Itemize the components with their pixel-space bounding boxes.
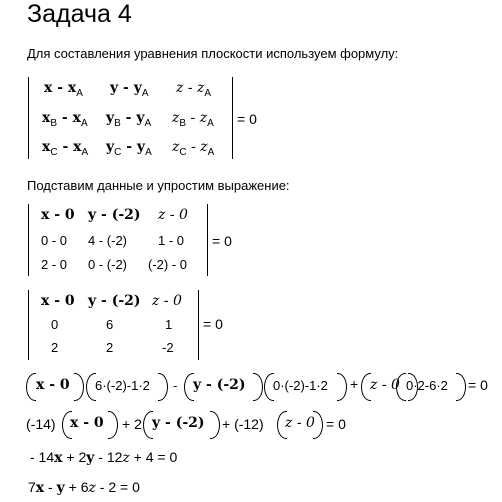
line4: 7x - y + 6z - 2 = 0	[28, 479, 140, 496]
det1-r3c2: $y_C - y_A$	[106, 139, 152, 158]
det2-r3c2: 0 - (-2)	[88, 257, 127, 272]
line2-c1: (-14)	[26, 416, 56, 432]
det2-r1c3: z - 0	[158, 207, 188, 223]
line3: - 14x + 2y - 12z + 4 = 0	[30, 449, 178, 466]
exp-equals: = 0	[468, 377, 488, 393]
line2-b: y - (-2)	[152, 415, 205, 431]
det2-r2c3: 1 - 0	[158, 233, 185, 248]
line2-c: z - 0	[285, 415, 315, 431]
paren-right	[210, 411, 220, 439]
det3-r3c1: 2	[51, 340, 59, 355]
det1-r1c2: y - $y_A$	[110, 80, 149, 99]
det1-r3c1: $x_C - x_A$	[42, 139, 89, 158]
substitute-text: Подставим данные и упростим выражение:	[27, 178, 290, 193]
exp-minus: -	[173, 378, 178, 393]
exp-a: x - 0	[36, 377, 70, 393]
det2-r2c2: 4 - (-2)	[88, 233, 127, 248]
paren-right	[253, 373, 263, 401]
det3-equals: = 0	[203, 316, 223, 332]
det2-r2c1: 0 - 0	[41, 233, 68, 248]
paren-right	[313, 411, 323, 439]
exp-c: y - (-2)	[193, 377, 246, 393]
det1-left-bar	[28, 77, 29, 159]
line2-c2: + 2	[122, 416, 142, 432]
paren-right	[158, 373, 168, 401]
line2-a: x - 0	[70, 415, 104, 431]
exp-d: 0·(-2)-1·2	[273, 378, 328, 393]
det3-r2c1: 0	[51, 317, 59, 332]
det1-right-bar	[232, 77, 233, 159]
det2-r1c2: y - (-2)	[88, 207, 141, 223]
det3-r1c1: x - 0	[41, 293, 75, 309]
paren-right	[456, 373, 466, 401]
det2-left-bar	[28, 204, 29, 276]
det2-equals: = 0	[212, 233, 232, 249]
paren-left	[26, 373, 36, 401]
det2-r1c1: x - 0	[41, 207, 75, 223]
paren-right	[74, 373, 84, 401]
exp-plus: +	[350, 376, 359, 392]
paren-right	[108, 411, 118, 439]
det3-r1c2: y - (-2)	[88, 293, 141, 309]
paren-left	[396, 373, 406, 401]
det2-right-bar	[207, 204, 208, 276]
det1-r1c1: x - $x_A$	[44, 80, 83, 99]
det3-r3c2: 2	[106, 340, 114, 355]
det1-r2c1: $x_B - x_A$	[42, 110, 88, 129]
det1-r2c2: $y_B - y_A$	[106, 110, 152, 129]
exp-b: 6·(-2)-1·2	[95, 378, 150, 393]
paren-right	[337, 373, 347, 401]
exp-e: z - 0	[370, 377, 400, 393]
det3-r1c3: z - 0	[152, 293, 182, 309]
intro-text: Для составления уравнения плоскости используем формулу:	[27, 46, 399, 61]
det3-r3c3: -2	[162, 340, 174, 355]
exp-f: 0·2-6·2	[406, 378, 448, 393]
line2-c3: + (-12)	[222, 416, 264, 432]
det3-r2c2: 6	[106, 317, 114, 332]
det1-r2c3: $z_B - z_A$	[172, 110, 214, 129]
det3-left-bar	[28, 290, 29, 360]
det1-r1c3: z - $z_A$	[176, 80, 212, 99]
page-title: Задача 4	[27, 0, 132, 28]
det1-r3c3: $z_C - z_A$	[172, 139, 215, 158]
det2-r3c1: 2 - 0	[41, 257, 68, 272]
det3-right-bar	[198, 290, 199, 360]
det2-r3c3: (-2) - 0	[148, 257, 187, 272]
line2-equals: = 0	[326, 416, 346, 432]
det3-r2c3: 1	[165, 317, 173, 332]
det1-equals: = 0	[237, 111, 257, 127]
